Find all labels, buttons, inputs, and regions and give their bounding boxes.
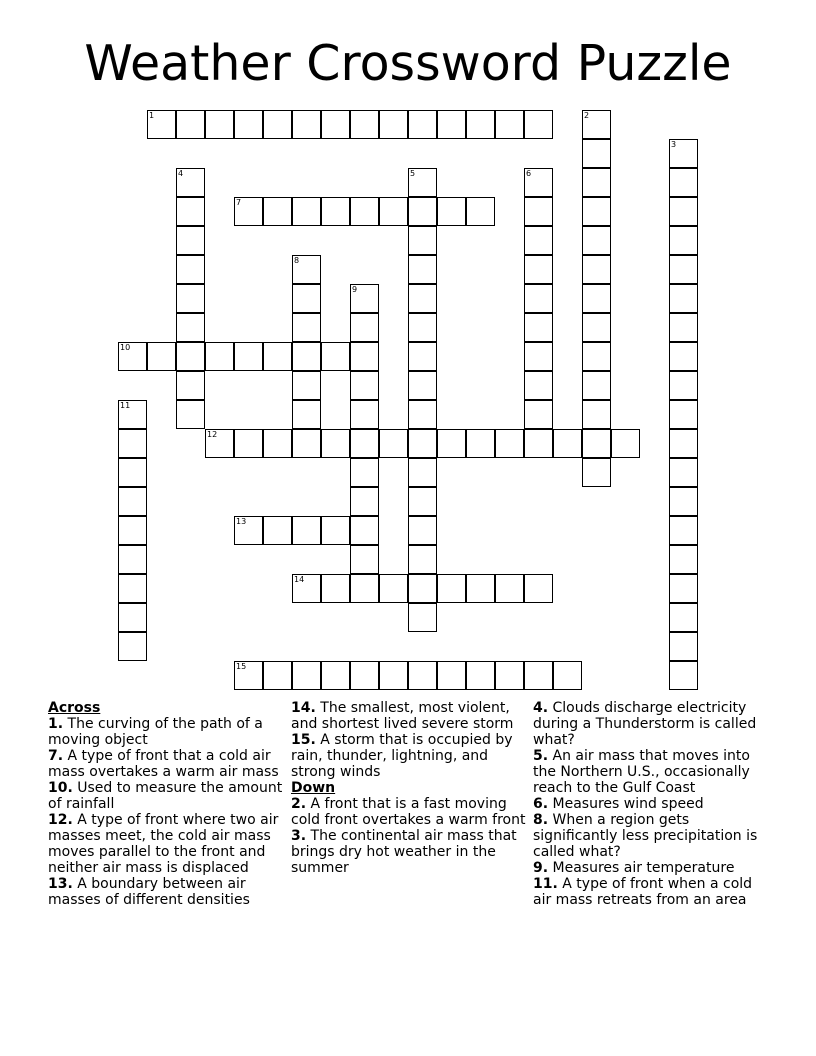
grid-cell[interactable] bbox=[669, 516, 698, 545]
grid-cell[interactable] bbox=[118, 516, 147, 545]
grid-cell[interactable] bbox=[234, 429, 263, 458]
grid-cell[interactable] bbox=[524, 400, 553, 429]
grid-cell[interactable] bbox=[321, 429, 350, 458]
clue-number: 13 bbox=[236, 517, 247, 526]
grid-cell[interactable] bbox=[263, 110, 292, 139]
clue-number: 1 bbox=[149, 111, 155, 120]
clue-number: 9 bbox=[352, 285, 358, 294]
grid-cell[interactable] bbox=[437, 574, 466, 603]
grid-cell[interactable] bbox=[176, 168, 205, 197]
grid-cell[interactable] bbox=[176, 284, 205, 313]
grid-cell[interactable] bbox=[234, 661, 263, 690]
clue-down-11: 11. A type of front when a cold air mass retreats from an area bbox=[533, 876, 753, 908]
clue-number: 15 bbox=[236, 662, 247, 671]
grid-cell[interactable] bbox=[524, 371, 553, 400]
grid-cell[interactable] bbox=[408, 487, 437, 516]
grid-cell[interactable] bbox=[669, 197, 698, 226]
grid-cell[interactable] bbox=[408, 429, 437, 458]
grid-cell[interactable] bbox=[495, 661, 524, 690]
grid-cell[interactable] bbox=[379, 429, 408, 458]
grid-cell[interactable] bbox=[176, 255, 205, 284]
grid-cell[interactable] bbox=[292, 400, 321, 429]
clues-column-3 bbox=[533, 700, 773, 908]
grid-cell[interactable] bbox=[263, 516, 292, 545]
grid-cell[interactable] bbox=[524, 226, 553, 255]
grid-cell[interactable] bbox=[321, 574, 350, 603]
clues-column-1 bbox=[48, 700, 288, 908]
clue-number: 14 bbox=[294, 575, 305, 584]
grid-cell[interactable] bbox=[524, 342, 553, 371]
grid-cell[interactable] bbox=[176, 226, 205, 255]
grid-cell[interactable] bbox=[553, 661, 582, 690]
grid-cell[interactable] bbox=[582, 400, 611, 429]
grid-cell[interactable] bbox=[379, 574, 408, 603]
grid-cell[interactable] bbox=[350, 197, 379, 226]
grid-cell[interactable] bbox=[524, 429, 553, 458]
grid-cell[interactable] bbox=[292, 574, 321, 603]
grid-cell[interactable] bbox=[582, 226, 611, 255]
grid-cell[interactable] bbox=[118, 603, 147, 632]
clue-number: 6 bbox=[526, 169, 532, 178]
grid-cell[interactable] bbox=[466, 574, 495, 603]
clue-across-7: 7. A type of front that a cold air mass overtakes a warm air mass bbox=[48, 748, 279, 780]
grid-cell[interactable] bbox=[350, 400, 379, 429]
grid-cell[interactable] bbox=[321, 661, 350, 690]
grid-cell[interactable] bbox=[466, 429, 495, 458]
grid-cell[interactable] bbox=[292, 342, 321, 371]
grid-cell[interactable] bbox=[466, 197, 495, 226]
clue-down-4: 4. Clouds discharge electricity during a Thunderstorm is called what? bbox=[533, 700, 757, 748]
grid-cell[interactable] bbox=[118, 458, 147, 487]
grid-cell[interactable] bbox=[524, 313, 553, 342]
grid-cell[interactable] bbox=[350, 545, 379, 574]
grid-cell[interactable] bbox=[118, 487, 147, 516]
grid-cell[interactable] bbox=[118, 342, 147, 371]
grid-cell[interactable] bbox=[321, 342, 350, 371]
grid-cell[interactable] bbox=[408, 110, 437, 139]
grid-cell[interactable] bbox=[205, 342, 234, 371]
grid-cell[interactable] bbox=[408, 168, 437, 197]
clue-across-15: 15. A storm that is occupied by rain, thunder, lightning, and strong winds bbox=[291, 732, 513, 780]
grid-cell[interactable] bbox=[176, 110, 205, 139]
clue-down-3: 3. The continental air mass that brings dry hot weather in the summer bbox=[291, 828, 517, 876]
grid-cell[interactable] bbox=[582, 139, 611, 168]
clue-number: 3 bbox=[671, 140, 677, 149]
clue-number: 11 bbox=[120, 401, 131, 410]
grid-cell[interactable] bbox=[582, 110, 611, 139]
clue-number: 12 bbox=[207, 430, 218, 439]
grid-cell[interactable] bbox=[408, 458, 437, 487]
grid-cell[interactable] bbox=[350, 487, 379, 516]
grid-cell[interactable] bbox=[147, 342, 176, 371]
clue-down-9: 9. Measures air temperature bbox=[533, 860, 735, 876]
grid-cell[interactable] bbox=[582, 284, 611, 313]
grid-cell[interactable] bbox=[669, 400, 698, 429]
grid-cell[interactable] bbox=[669, 139, 698, 168]
grid-cell[interactable] bbox=[495, 110, 524, 139]
grid-cell[interactable] bbox=[408, 313, 437, 342]
grid-cell[interactable] bbox=[524, 661, 553, 690]
grid-cell[interactable] bbox=[495, 429, 524, 458]
grid-cell[interactable] bbox=[669, 255, 698, 284]
grid-cell[interactable] bbox=[669, 429, 698, 458]
grid-cell[interactable] bbox=[669, 603, 698, 632]
grid-cell[interactable] bbox=[408, 574, 437, 603]
grid-cell[interactable] bbox=[379, 661, 408, 690]
clue-number: 5 bbox=[410, 169, 416, 178]
grid-cell[interactable] bbox=[350, 313, 379, 342]
grid-cell[interactable] bbox=[176, 342, 205, 371]
grid-cell[interactable] bbox=[350, 342, 379, 371]
grid-cell[interactable] bbox=[408, 516, 437, 545]
grid-cell[interactable] bbox=[408, 342, 437, 371]
grid-cell[interactable] bbox=[408, 284, 437, 313]
grid-cell[interactable] bbox=[205, 429, 234, 458]
grid-cell[interactable] bbox=[408, 400, 437, 429]
grid-cell[interactable] bbox=[234, 197, 263, 226]
grid-cell[interactable] bbox=[263, 429, 292, 458]
grid-cell[interactable] bbox=[350, 574, 379, 603]
clue-across-12: 12. A type of front where two air masses meet, the cold air mass moves parallel to the front and neither air mass is displaced bbox=[48, 812, 279, 876]
clue-number: 2 bbox=[584, 111, 590, 120]
grid-cell[interactable] bbox=[321, 197, 350, 226]
grid-cell[interactable] bbox=[611, 429, 640, 458]
clue-across-1: 1. The curving of the path of a moving object bbox=[48, 716, 263, 748]
grid-cell[interactable] bbox=[350, 284, 379, 313]
grid-cell[interactable] bbox=[669, 545, 698, 574]
grid-cell[interactable] bbox=[321, 110, 350, 139]
clue-down-5: 5. An air mass that moves into the Northern U.S., occasionally reach to the Gulf Coast bbox=[533, 748, 750, 796]
clue-down-2: 2. A front that is a fast moving cold front overtakes a warm front bbox=[291, 796, 526, 828]
grid-cell[interactable] bbox=[408, 603, 437, 632]
grid-cell[interactable] bbox=[118, 632, 147, 661]
grid-cell[interactable] bbox=[669, 458, 698, 487]
grid-cell[interactable] bbox=[669, 661, 698, 690]
grid-cell[interactable] bbox=[669, 342, 698, 371]
grid-cell[interactable] bbox=[176, 400, 205, 429]
grid-cell[interactable] bbox=[147, 110, 176, 139]
grid-cell[interactable] bbox=[669, 632, 698, 661]
grid-cell[interactable] bbox=[263, 342, 292, 371]
grid-cell[interactable] bbox=[669, 371, 698, 400]
grid-cell[interactable] bbox=[292, 371, 321, 400]
grid-cell[interactable] bbox=[524, 168, 553, 197]
grid-cell[interactable] bbox=[408, 226, 437, 255]
grid-cell[interactable] bbox=[263, 197, 292, 226]
grid-cell[interactable] bbox=[466, 110, 495, 139]
grid-cell[interactable] bbox=[118, 574, 147, 603]
grid-cell[interactable] bbox=[176, 371, 205, 400]
grid-cell[interactable] bbox=[292, 516, 321, 545]
clue-across-10: 10. Used to measure the amount of rainfall bbox=[48, 780, 283, 812]
grid-cell[interactable] bbox=[524, 284, 553, 313]
grid-cell[interactable] bbox=[466, 661, 495, 690]
grid-cell[interactable] bbox=[582, 458, 611, 487]
clue-down-6: 6. Measures wind speed bbox=[533, 796, 704, 812]
clues-column-2 bbox=[291, 700, 531, 876]
grid-cell[interactable] bbox=[669, 284, 698, 313]
grid-cell[interactable] bbox=[669, 574, 698, 603]
grid-cell[interactable] bbox=[118, 400, 147, 429]
clue-number: 10 bbox=[120, 343, 131, 352]
grid-cell[interactable] bbox=[118, 429, 147, 458]
grid-cell[interactable] bbox=[379, 197, 408, 226]
grid-cell[interactable] bbox=[437, 197, 466, 226]
across-header: Across bbox=[48, 700, 101, 716]
grid-cell[interactable] bbox=[292, 197, 321, 226]
grid-cell[interactable] bbox=[350, 516, 379, 545]
grid-cell[interactable] bbox=[408, 661, 437, 690]
grid-cell[interactable] bbox=[176, 197, 205, 226]
clue-number: 7 bbox=[236, 198, 242, 207]
page-title: Weather Crossword Puzzle bbox=[84, 35, 732, 92]
grid-cell[interactable] bbox=[669, 487, 698, 516]
down-header: Down bbox=[291, 780, 336, 796]
grid-cell[interactable] bbox=[437, 429, 466, 458]
grid-cell[interactable] bbox=[234, 516, 263, 545]
grid-cell[interactable] bbox=[176, 313, 205, 342]
grid-cell[interactable] bbox=[582, 429, 611, 458]
grid-cell[interactable] bbox=[292, 661, 321, 690]
grid-cell[interactable] bbox=[292, 313, 321, 342]
grid-cell[interactable] bbox=[408, 255, 437, 284]
grid-cell[interactable] bbox=[350, 110, 379, 139]
grid-cell[interactable] bbox=[350, 429, 379, 458]
grid-cell[interactable] bbox=[524, 255, 553, 284]
grid-cell[interactable] bbox=[234, 110, 263, 139]
grid-cell[interactable] bbox=[437, 661, 466, 690]
grid-cell[interactable] bbox=[495, 574, 524, 603]
clue-number: 4 bbox=[178, 169, 184, 178]
grid-cell[interactable] bbox=[582, 313, 611, 342]
grid-cell[interactable] bbox=[582, 168, 611, 197]
grid-cell[interactable] bbox=[118, 545, 147, 574]
grid-cell[interactable] bbox=[350, 458, 379, 487]
grid-cell[interactable] bbox=[263, 661, 292, 690]
grid-cell[interactable] bbox=[292, 429, 321, 458]
grid-cell[interactable] bbox=[669, 313, 698, 342]
clue-across-14: 14. The smallest, most violent, and shortest lived severe storm bbox=[291, 700, 514, 732]
grid-cell[interactable] bbox=[292, 110, 321, 139]
grid-cell[interactable] bbox=[408, 371, 437, 400]
grid-cell[interactable] bbox=[379, 110, 408, 139]
clue-down-8: 8. When a region gets significantly less precipitation is called what? bbox=[533, 812, 758, 860]
clue-across-13: 13. A boundary between air masses of different densities bbox=[48, 876, 250, 908]
grid-cell[interactable] bbox=[234, 342, 263, 371]
clue-number: 8 bbox=[294, 256, 300, 265]
grid-cell[interactable] bbox=[669, 168, 698, 197]
grid-cell[interactable] bbox=[669, 226, 698, 255]
grid-cell[interactable] bbox=[553, 429, 582, 458]
grid-cell[interactable] bbox=[350, 371, 379, 400]
grid-cell[interactable] bbox=[582, 371, 611, 400]
grid-cell[interactable] bbox=[292, 255, 321, 284]
grid-cell[interactable] bbox=[524, 110, 553, 139]
grid-cell[interactable] bbox=[321, 516, 350, 545]
grid-cell[interactable] bbox=[524, 574, 553, 603]
grid-cell[interactable] bbox=[350, 661, 379, 690]
grid-cell[interactable] bbox=[582, 342, 611, 371]
grid-cell[interactable] bbox=[292, 284, 321, 313]
grid-cell[interactable] bbox=[205, 110, 234, 139]
grid-cell[interactable] bbox=[582, 255, 611, 284]
grid-cell[interactable] bbox=[408, 545, 437, 574]
grid-cell[interactable] bbox=[524, 197, 553, 226]
grid-cell[interactable] bbox=[408, 197, 437, 226]
grid-cell[interactable] bbox=[437, 110, 466, 139]
grid-cell[interactable] bbox=[582, 197, 611, 226]
